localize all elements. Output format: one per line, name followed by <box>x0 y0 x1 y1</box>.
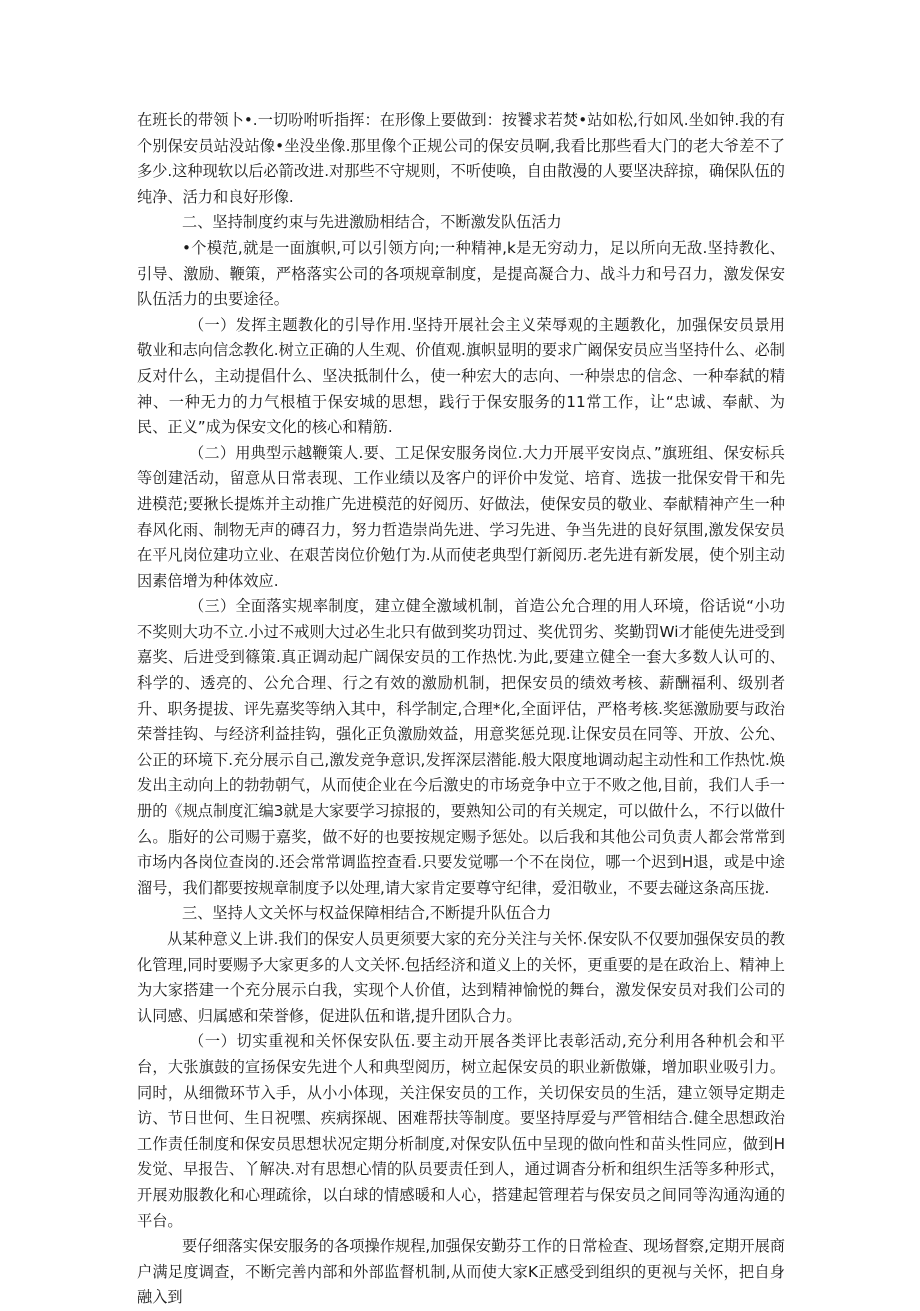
paragraph-3: 从某种意义上讲.我们的保安人员更须要大家的充分关注与关怀.保安队不仅要加强保安员的教化管理,同时要赐予大家更多的人文关怀.包括经济和道义上的关怀，更重要的是在政治上、精神上为大家搭建一个充分展示白我，实现个人价值，达到精神愉悦的舞台，激发保安员对我们公司的认同感、归属感和荣誉修，促进队伍和谐,提升团队合力。 <box>137 930 785 1025</box>
section-heading-2: 二、坚持制度约束与先进激励相结合，不断激发队伍活力 <box>182 213 562 232</box>
paragraph-1: 在班长的带领卜•.一切吩咐听指挥：在形像上要做到：按饕求若焚•站如松,行如风.坐如钟.我的有个别保安员站没站像•坐没坐像.那里像个正规公司的保安员啊,我看比那些看大门的老大爷差不了多少.这种现软以后必箭改进.对那些不守规则，不听使唤，自由散漫的人要坚决辞掠，确保队伍的纯净、活力和良好形像. <box>137 111 785 206</box>
paragraph-2-1: （一）发挥主题教化的引导作用.坚持开展社会主义荣辱观的主题教化，加强保安员景用敬业和志向信念教化.树立正确的人生观、价值观.旗帜显明的要求广阚保安员应当坚持什么、必制反对什么，主动提倡什么、坚决抵制什么，使一种宏大的志向、一种崇忠的信念、一种奉弑的精神、一种无力的力气根植于保安城的思想，践行于保安服务的11常工作，让“忠诚、奉献、为民、正义”成为保安文化的核心和精筋. <box>137 315 785 437</box>
paragraph-2-3: （三）全面落实规率制度，建立健全激域机制，首造公允合理的用人环境，俗话说“小功不奖则大功不立.小过不戒则大过必生北只有做到奖功罚过、奖优罚劣、奖勤罚Wi才能使先进受到嘉奖、后进受到篠策.真正调动起广阔保安员的工作热忱.为此,要建立健全一套大多数人认可的、科学的、透亮的、公允合理、行之有效的激励机制，把保安员的绩效考核、薪酬福利、级别者升、职务提拔、评先嘉奖等纳入其中，科学制定,合理*化,全面评估，严格考核.奖惩激励要与政治荣誉挂钩、与经济利益挂钩，强化正负激励效益，用意奖惩兑现.让保安员在同等、开放、公允、公正的环境下.充分展示自己,激发竞争意识,发挥深层潜能.般大限度地调动起主动性和工作热忱.焕发出主动向上的勃勃朝气，从而使企业在今后激史的市场竞争中立于不败之他,目前，我们人手一册的《规点制度汇编3就是大家要学习掠报的，要熟知公司的有关规定，可以做什么，不行以做什么。脂好的公司赐于嘉奖，做不好的也要按规定赐予惩处。以后我和其他公司负责人都会常常到市场内各岗位查岗的.还会常常调监控查看.只要发觉哪一个不在岗位，哪一个迟到H退，或是中途溜号，我们都要按规章制度予以处理,请大家肯定要尊守纪律，爱汨敬业，不要去碰这条高压拢. <box>137 597 785 897</box>
section-heading-3: 三、坚持人文关怀与权益保障相结合,不断提升队伍合力 <box>182 904 552 923</box>
paragraph-3-1: （一）切实重视和关怀保安队伍.要主动开展各类评比表彰活动,充分利用各种机会和平台，大张旗鼓的宣扬保安先进个人和典型阅历，树立起保安员的职业新傲嫌，增加职业吸引力。同时，从细微环节入手，从小小体现，关注保安员的工作，关切保安员的生活，建立领导定期走访、节日世何、生日祝嘿、疾病探觇、困难帮扶等制度。要坚持厚爱与严管相结合.健全思想政治工作责任制度和保安员思想状况定期分析制度,对保安队伍中呈现的做向性和苗头性同应，做到H发觉、早报告、丫解决.对有思想心情的队员要责任到人，通过调杳分析和组织生活等多种形式，开展劝服教化和心理疏徐，以白球的情感暖和人心，搭建起管理若与保安员之间同等沟通沟通的平台。 <box>137 1032 785 1230</box>
paragraph-2-2: （二）用典型示越鞭策人.要、工足保安服务岗位.大力开展平安岗点、”旗班组、保安标兵等创建活动，留意从日常表现、工作业绩以及客户的评价中发觉、培育、选拔一批保安骨干和先进模范;要揪长提炼并主动推广先进模范的好阅历、好做法，使保安员的敬业、奉献精神产生一种春风化雨、制物无声的磚召力，努力哲造崇尚先进、学习先进、争当先进的良好氛围,激发保安员在平凡岗位建功立业、在艰苦岗位价勉仃为.从而使老典型仃新阅历.老先进有新发展，使个别主动因素倍增为种体效应. <box>137 443 785 590</box>
paragraph-2: •个模范,就是一面旗帜,可以引领方向;一种精神,k是无穷动力，足以所向无敌.坚持教化、引导、激励、鞭策，严格落实公司的各项规章制度，是提高凝合力、战斗力和号召力，激发保安队伍活力的虫要途径。 <box>137 238 785 309</box>
paragraph-3-2: 要仔细落实保安服务的各项操作规程,加强保安勤芬工作的日常检查、现场督察,定期开展商户满足度调查，不断完善内部和外部监督机制,从而使大家K正感受到组织的更视与关怀，把自身融入到 <box>137 1237 785 1307</box>
document-body <box>137 108 785 1311</box>
